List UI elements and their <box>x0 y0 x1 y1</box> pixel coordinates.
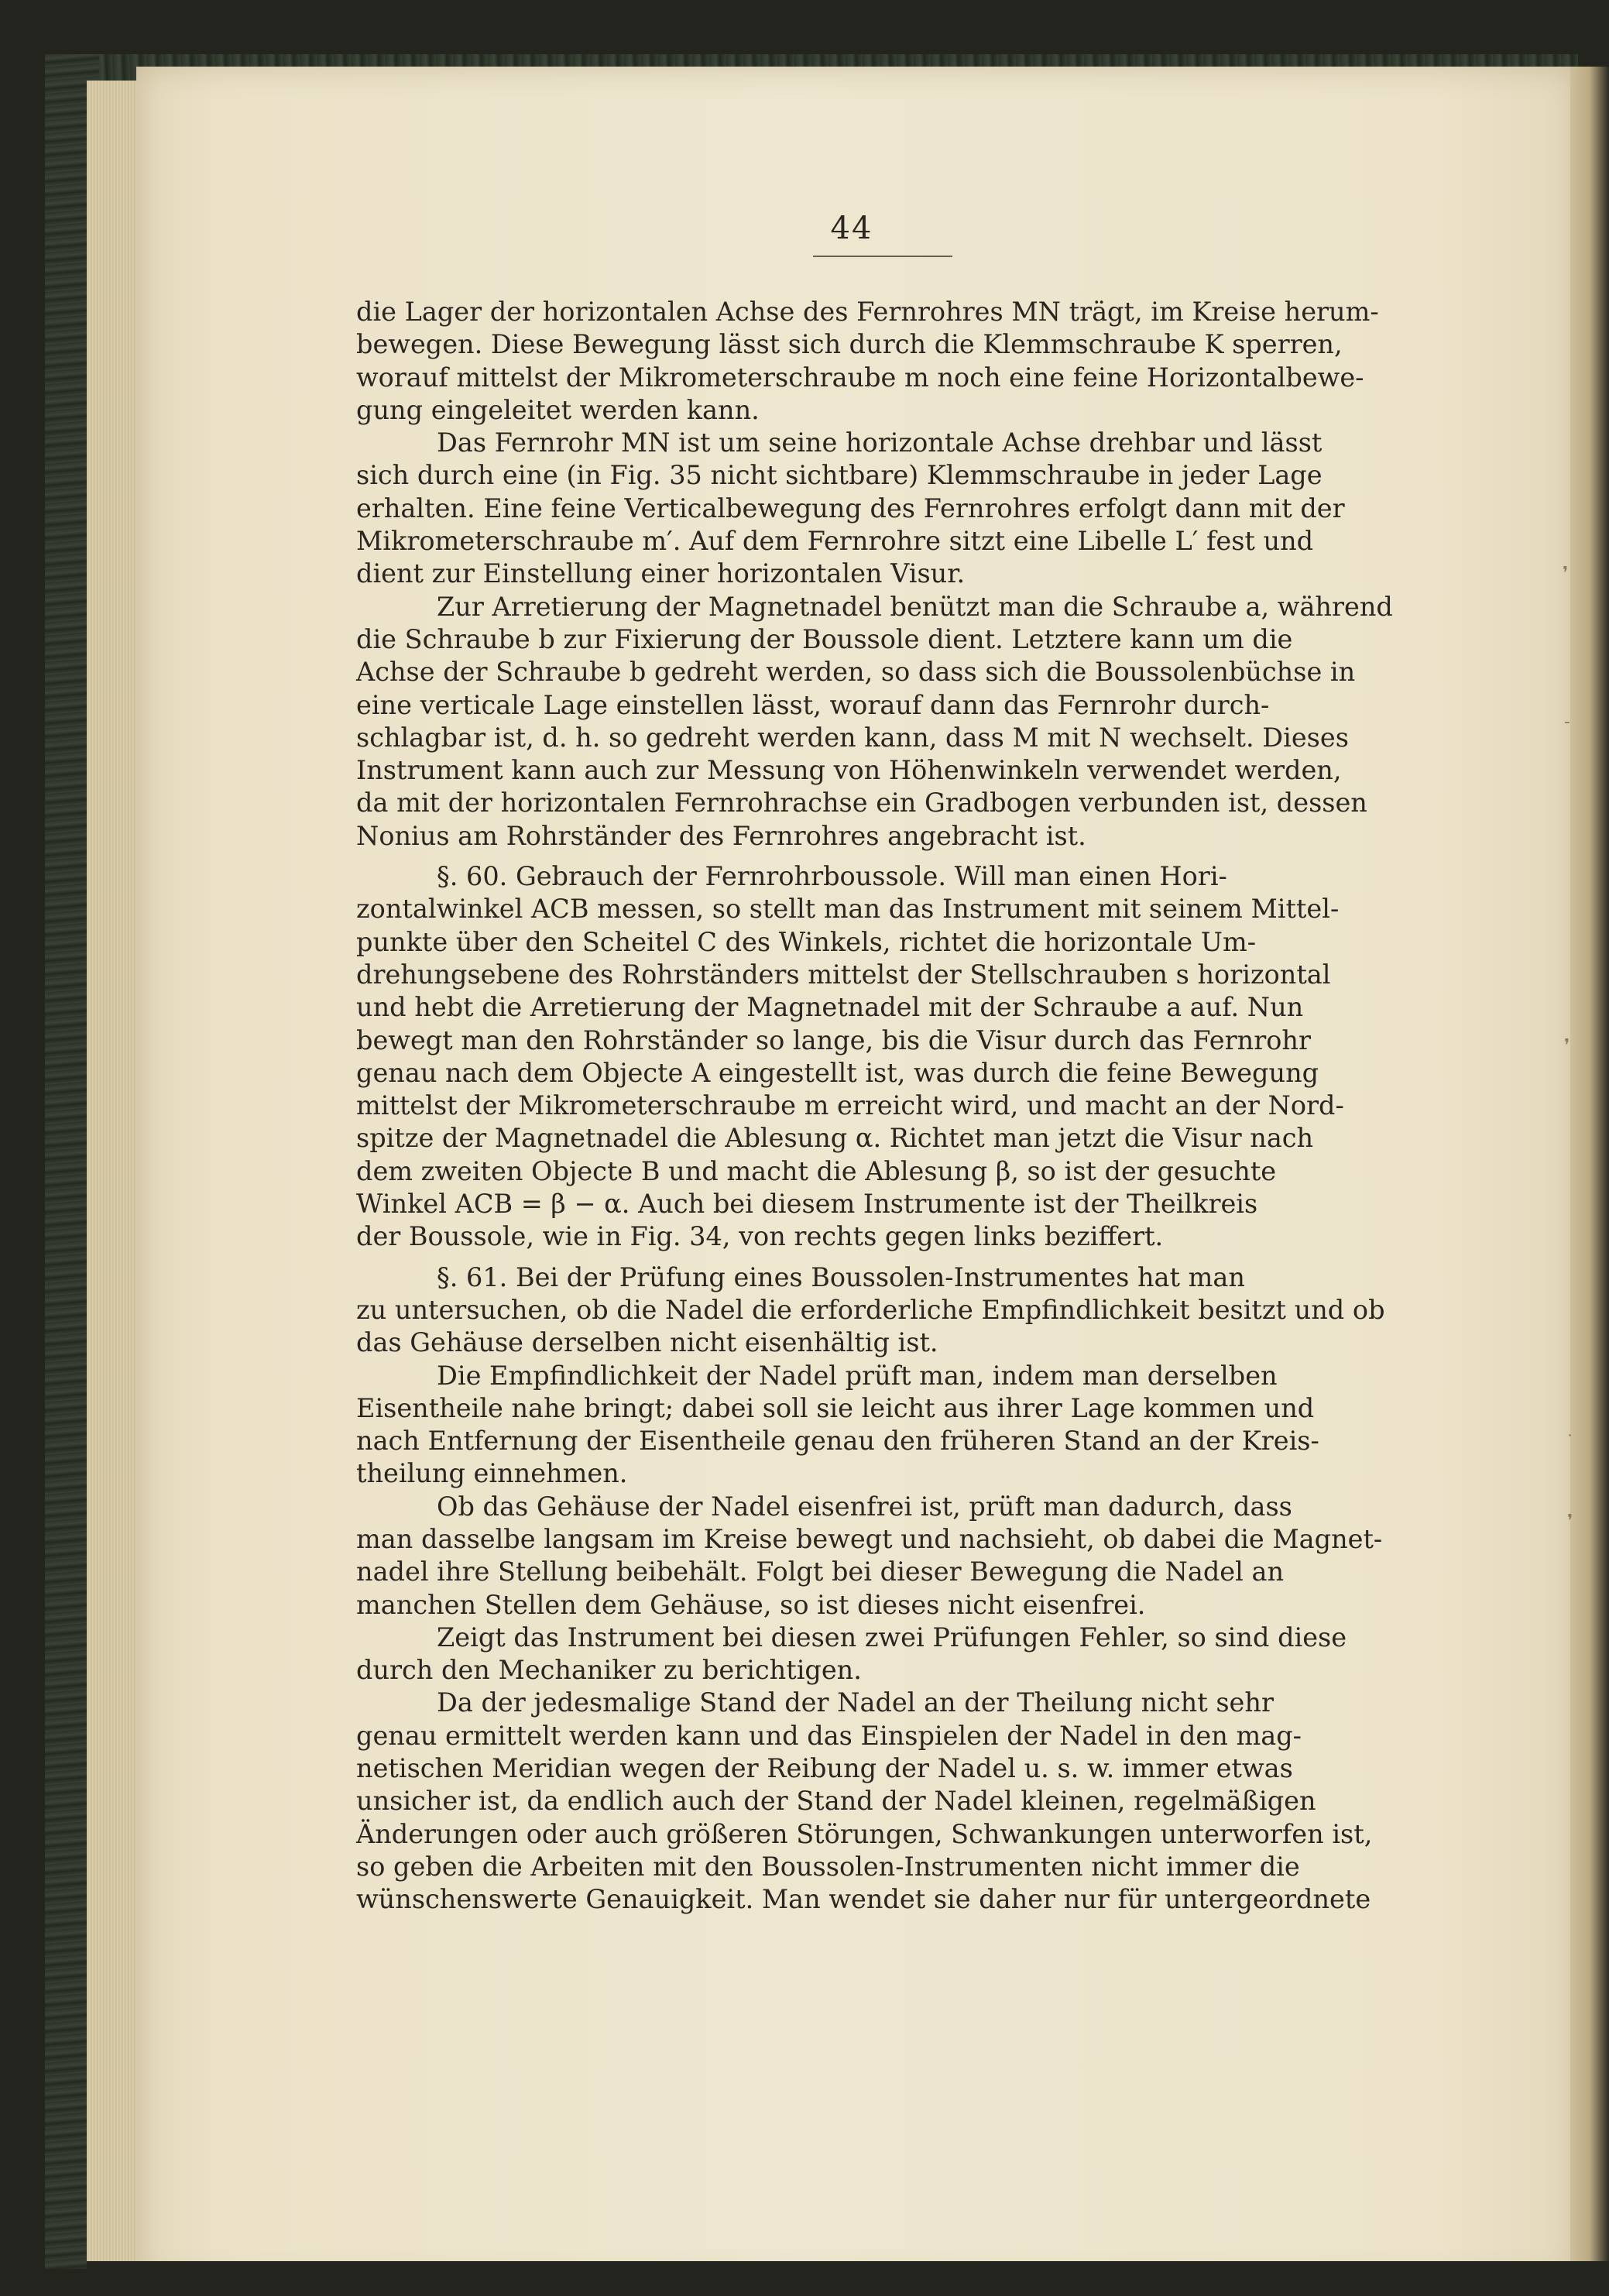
text-line: Achse der Schraube b gedreht werden, so dass sich die Boussolenbüchse in <box>356 657 1356 688</box>
paragraph <box>356 427 1432 590</box>
text-line: zu untersuchen, ob die Nadel die erforderliche Empfindlichkeit besitzt und ob <box>356 1294 1385 1325</box>
text-line: Winkel ACB = β − α. Auch bei diesem Instrumente ist der Theilkreis <box>356 1189 1258 1220</box>
text-line: Nonius am Rohrständer des Fernrohres angebracht ist. <box>356 820 1086 851</box>
text-line: nadel ihre Stellung beibehält. Folgt bei dieser Bewegung die Nadel an <box>356 1556 1285 1587</box>
text-line: das Gehäuse derselben nicht eisenhältig ist. <box>356 1327 938 1358</box>
text-line: Änderungen oder auch größeren Störungen, Schwankungen unterworfen ist, <box>356 1818 1373 1849</box>
text-line: netischen Meridian wegen der Reibung der Nadel u. s. w. immer etwas <box>356 1753 1293 1784</box>
text-line: so geben die Arbeiten mit den Boussolen-Instrumenten nicht immer die <box>356 1851 1300 1882</box>
paragraph <box>356 1491 1432 1622</box>
text-line: Das Fernrohr MN ist um seine horizontale Achse drehbar und lässt <box>437 427 1323 458</box>
text-line: Zur Arretierung der Magnetnadel benützt man die Schraube a, während <box>437 591 1393 622</box>
page-number: 44 <box>830 211 873 246</box>
text-line: dient zur Einstellung einer horizontalen Visur. <box>356 558 966 589</box>
paragraph-gap <box>356 1254 1432 1261</box>
text-line: gung eingeleitet werden kann. <box>356 394 760 425</box>
text-line: Mikrometerschraube m′. Auf dem Fernrohre sitzt eine Libelle L′ fest und <box>356 526 1314 557</box>
paragraph <box>356 1360 1432 1491</box>
text-line: bewegen. Diese Bewegung lässt sich durch die Klemmschraube K sperren, <box>356 329 1343 360</box>
text-line: der Boussole, wie in Fig. 34, von rechts gegen links beziffert. <box>356 1221 1164 1252</box>
text-line: da mit der horizontalen Fernrohrachse ein Gradbogen verbunden ist, dessen <box>356 788 1367 819</box>
text-line: schlagbar ist, d. h. so gedreht werden kann, dass M mit N wechselt. Dieses <box>356 722 1349 753</box>
text-line: drehungsebene des Rohrständers mittelst der Stellschrauben s horizontal <box>356 959 1331 990</box>
paragraph <box>356 860 1432 1254</box>
page-right-edge <box>1570 67 1609 2281</box>
text-line: wünschenswerte Genauigkeit. Man wendet sie daher nur für untergeordnete <box>356 1884 1371 1915</box>
text-line: man dasselbe langsam im Kreise bewegt und nachsieht, ob dabei die Magnet- <box>356 1523 1383 1554</box>
paragraph <box>356 1261 1432 1360</box>
text-line: genau nach dem Objecte A eingestellt ist, was durch die feine Bewegung <box>356 1057 1319 1088</box>
text-line: die Schraube b zur Fixierung der Boussole dient. Letztere kann um die <box>356 623 1293 654</box>
text-line: genau ermittelt werden kann und das Einspielen der Nadel in den mag- <box>356 1720 1302 1751</box>
paragraph <box>356 296 1432 427</box>
paragraph <box>356 1622 1432 1687</box>
text-line: die Lager der horizontalen Achse des Fernrohres MN trägt, im Kreise herum- <box>356 297 1379 327</box>
margin-mark: ❜ <box>1567 1512 1573 1531</box>
text-line: Eisentheile nahe bringt; dabei soll sie leicht aus ihrer Lage kommen und <box>356 1392 1315 1423</box>
text-line: durch den Mechaniker zu berichtigen. <box>356 1655 862 1686</box>
text-line: dem zweiten Objecte B und macht die Ablesung β, so ist der gesuchte <box>356 1155 1277 1186</box>
paragraph-gap <box>356 853 1432 860</box>
margin-mark: ˙ <box>1566 1433 1574 1452</box>
body-text <box>356 296 1432 1917</box>
text-line: manchen Stellen dem Gehäuse, so ist dieses nicht eisenfrei. <box>356 1589 1146 1620</box>
text-line: unsicher ist, da endlich auch der Stand der Nadel kleinen, regelmäßigen <box>356 1786 1316 1817</box>
text-line: nach Entfernung der Eisentheile genau den früheren Stand an der Kreis- <box>356 1426 1319 1457</box>
text-line: bewegt man den Rohrständer so lange, bis die Visur durch das Fernrohr <box>356 1024 1311 1055</box>
text-line: Die Empfindlichkeit der Nadel prüft man, indem man derselben <box>437 1360 1278 1391</box>
text-line: worauf mittelst der Mikrometerschraube m noch eine feine Horizontalbewe- <box>356 362 1364 393</box>
text-line: sich durch eine (in Fig. 35 nicht sichtbare) Klemmschraube in jeder Lage <box>356 460 1323 491</box>
text-line: mittelst der Mikrometerschraube m erreicht wird, und macht an der Nord- <box>356 1090 1344 1121</box>
paragraph <box>356 591 1432 853</box>
text-line: §. 61. Bei der Prüfung eines Boussolen-Instrumentes hat man <box>437 1261 1245 1292</box>
text-line: Instrument kann auch zur Messung von Höhenwinkeln verwendet werden, <box>356 755 1342 786</box>
paragraph <box>356 1687 1432 1916</box>
binding-bottom <box>87 2261 1609 2296</box>
text-line: eine verticale Lage einstellen lässt, worauf dann das Fernrohr durch- <box>356 689 1270 720</box>
text-line: Zeigt das Instrument bei diesen zwei Prüfungen Fehler, so sind diese <box>437 1622 1347 1653</box>
text-line: spitze der Magnetnadel die Ablesung α. Richtet man jetzt die Visur nach <box>356 1123 1314 1154</box>
text-line: und hebt die Arretierung der Magnetnadel mit der Schraube a auf. Nun <box>356 992 1304 1023</box>
text-line: §. 60. Gebrauch der Fernrohrboussole. Will man einen Hori- <box>437 861 1227 892</box>
text-line: zontalwinkel ACB messen, so stellt man das Instrument mit seinem Mittel- <box>356 894 1340 925</box>
text-line: theilung einnehmen. <box>356 1458 628 1489</box>
text-line: Ob das Gehäuse der Nadel eisenfrei ist, prüft man dadurch, dass <box>437 1491 1292 1522</box>
page-number-rule <box>813 256 952 257</box>
text-line: Da der jedesmalige Stand der Nadel an der Theilung nicht sehr <box>437 1687 1274 1718</box>
margin-mark: ❜ <box>1563 564 1569 583</box>
margin-mark: ❜ <box>1564 1036 1570 1055</box>
text-line: punkte über den Scheitel C des Winkels, richtet die horizontale Um- <box>356 926 1257 957</box>
margin-mark: - <box>1564 712 1570 732</box>
text-line: erhalten. Eine feine Verticalbewegung des Fernrohres erfolgt dann mit der <box>356 492 1345 523</box>
